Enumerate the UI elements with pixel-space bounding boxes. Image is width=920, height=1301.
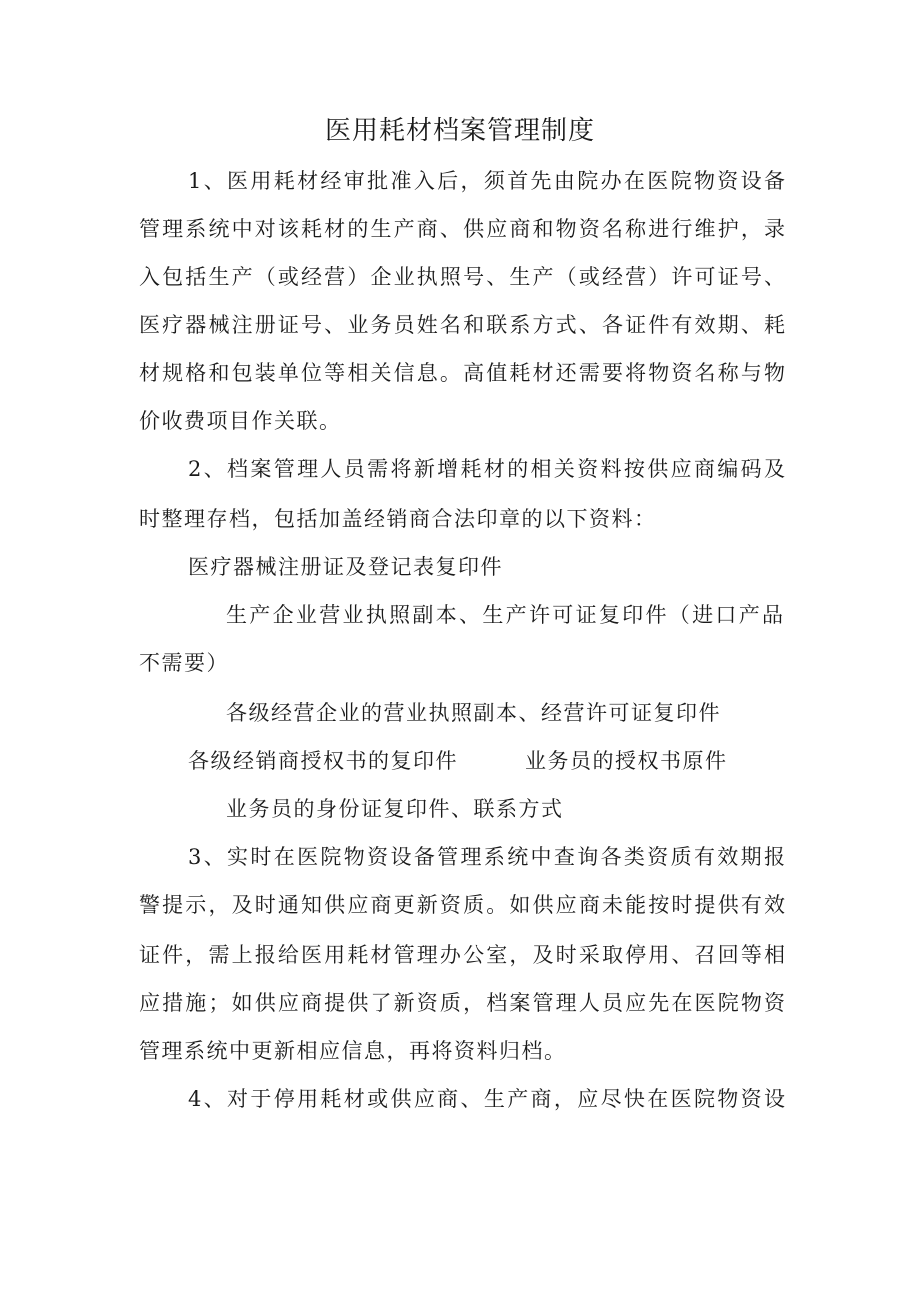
list-item: 生产企业营业执照副本、生产许可证复印件（进口产品: [226, 603, 783, 627]
list-item: 业务员的授权书原件: [525, 749, 728, 773]
list-item: 各级经销商授权书的复印件: [188, 749, 458, 773]
paragraph-line: 入包括生产（或经营）企业执照号、生产（或经营）许可证号、: [139, 265, 785, 289]
paragraph-line: 应措施；如供应商提供了新资质，档案管理人员应先在医院物资: [139, 991, 785, 1015]
paragraph-line: 材规格和包装单位等相关信息。高值耗材还需要将物资名称与物: [139, 361, 785, 385]
list-item: 各级经营企业的营业执照副本、经营许可证复印件: [226, 701, 721, 725]
paragraph-line: 管理系统中更新相应信息，再将资料归档。: [139, 1039, 567, 1063]
paragraph-line: 警提示，及时通知供应商更新资质。如供应商未能按时提供有效: [139, 893, 785, 917]
paragraph-line: 价收费项目作关联。: [139, 409, 342, 433]
list-item-continuation: 不需要）: [139, 651, 229, 675]
paragraph-line: 管理系统中对该耗材的生产商、供应商和物资名称进行维护，录: [139, 217, 785, 241]
paragraph-line: 2、档案管理人员需将新增耗材的相关资料按供应商编码及: [188, 457, 785, 481]
list-item: 医疗器械注册证及登记表复印件: [188, 555, 503, 579]
paragraph-line: 4、对于停用耗材或供应商、生产商，应尽快在医院物资设: [188, 1087, 785, 1111]
document-title: 医用耗材档案管理制度: [324, 116, 595, 146]
paragraph-line: 1、医用耗材经审批准入后，须首先由院办在医院物资设备: [188, 169, 785, 193]
paragraph-line: 医疗器械注册证号、业务员姓名和联系方式、各证件有效期、耗: [139, 313, 785, 337]
list-item: 业务员的身份证复印件、联系方式: [226, 797, 564, 821]
paragraph-line: 时整理存档，包括加盖经销商合法印章的以下资料：: [139, 507, 657, 531]
paragraph-line: 3、实时在医院物资设备管理系统中查询各类资质有效期报: [188, 845, 785, 869]
paragraph-line: 证件，需上报给医用耗材管理办公室，及时采取停用、召回等相: [139, 943, 785, 967]
